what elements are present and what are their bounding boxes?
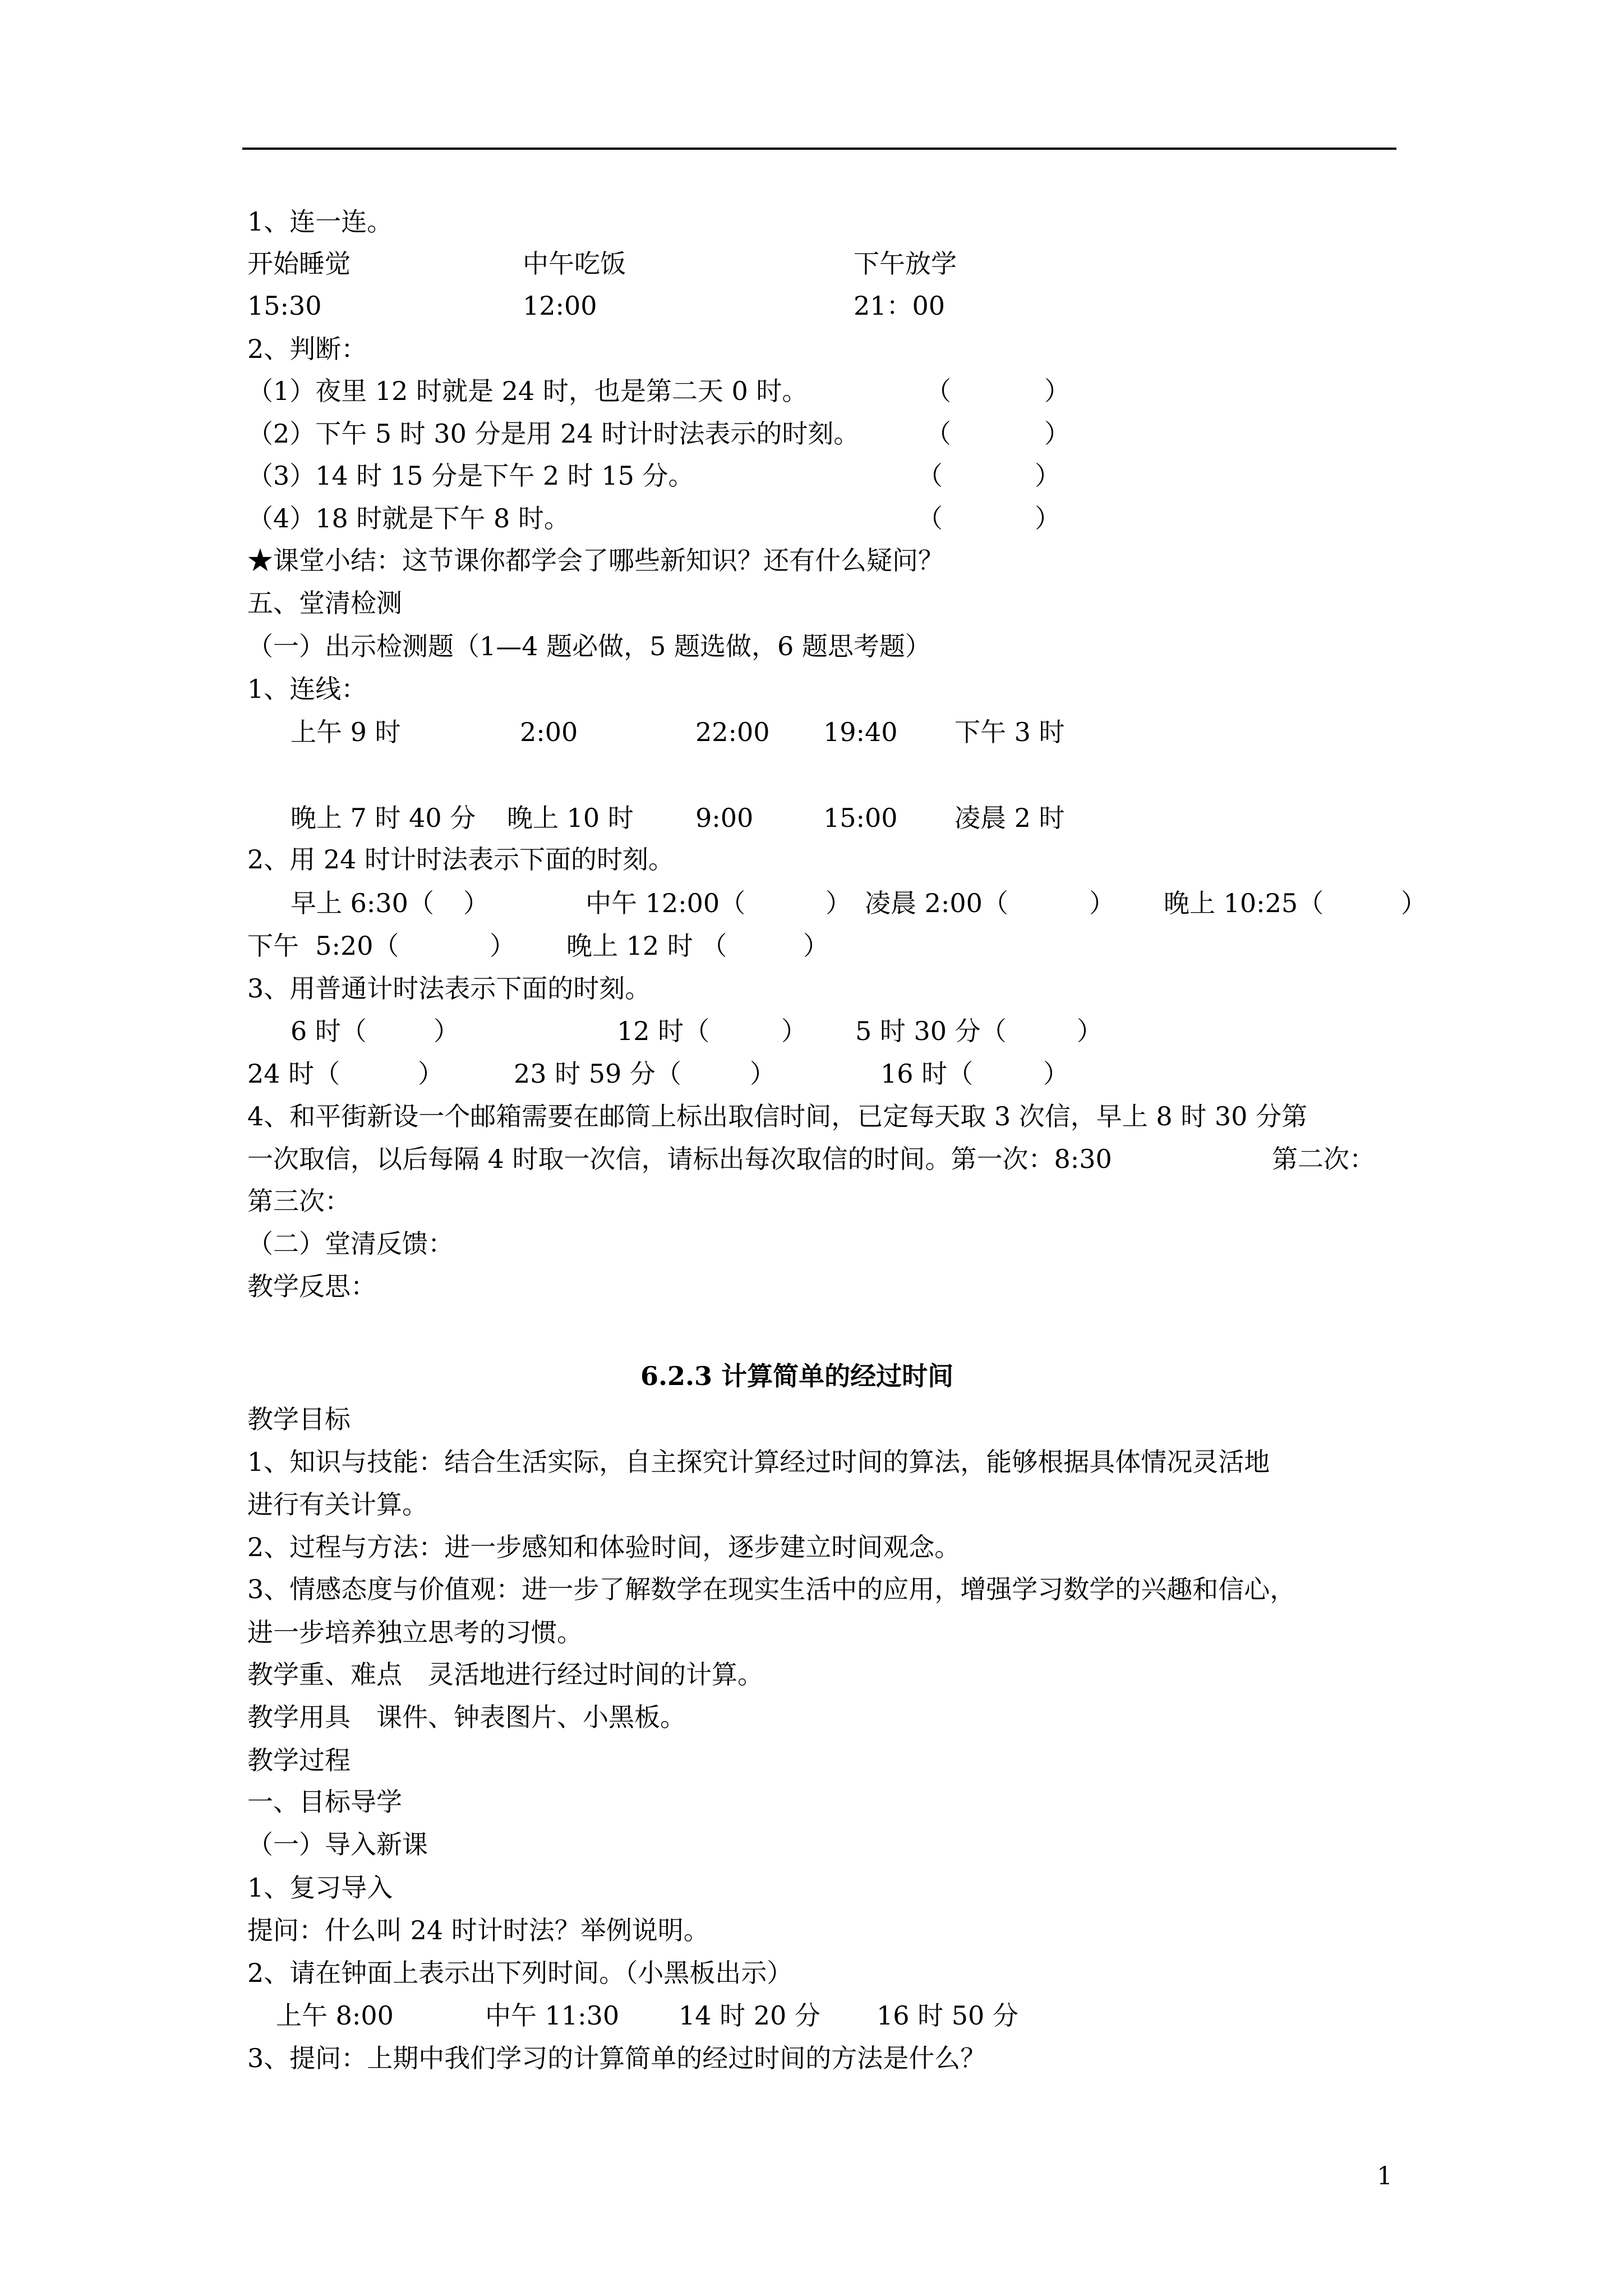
text-line: 12 时（ — [617, 1016, 710, 1046]
text-line: 一、目标导学 — [247, 1787, 402, 1817]
text-line: ） — [1035, 461, 1061, 491]
text-line: 3、用普通计时法表示下面的时刻。 — [247, 973, 651, 1004]
header-rule — [242, 148, 1396, 150]
text-line: 下午放学 — [854, 249, 957, 279]
text-line: 2、请在钟面上表示出下列时间。（小黑板出示） — [247, 1958, 793, 1988]
page-number: 1 — [1377, 2162, 1393, 2191]
text-line: 2、判断： — [247, 334, 367, 364]
text-line: ） — [1043, 1059, 1069, 1089]
text-line: 凌晨 2:00（ — [865, 888, 1008, 918]
text-line: 1、复习导入 — [247, 1872, 393, 1903]
text-line: 凌晨 2 时 — [955, 803, 1065, 833]
text-line: ） — [1401, 888, 1427, 918]
text-line: （ — [917, 503, 943, 533]
text-line: 下午 3 时 — [955, 717, 1065, 747]
text-line: 教学过程 — [247, 1745, 351, 1775]
text-line: 23 时 59 分（ — [514, 1059, 681, 1089]
text-line: 2:00 — [520, 717, 578, 747]
text-line: （3）14 时 15 分是下午 2 时 15 分。 — [247, 461, 694, 491]
text-line: 2、用 24 时计时法表示下面的时刻。 — [247, 844, 675, 875]
text-line: 4、和平街新设一个邮箱需要在邮筒上标出取信时间，已定每天取 3 次信，早上 8 时 30 分第 — [247, 1101, 1308, 1131]
text-line: 24 时（ — [247, 1059, 340, 1089]
text-line: 9:00 — [695, 803, 754, 833]
text-line: ） — [826, 888, 851, 918]
text-line: ） — [1035, 503, 1061, 533]
text-line: ） — [434, 1016, 459, 1046]
text-line: 3、提问：上期中我们学习的计算简单的经过时间的方法是什么？ — [247, 2043, 986, 2073]
text-line: 晚上 10 时 — [507, 803, 634, 833]
text-line: ） — [1089, 888, 1115, 918]
text-line: （ — [925, 418, 951, 449]
text-line: 进一步培养独立思考的习惯。 — [247, 1617, 583, 1648]
text-line: 第三次： — [247, 1186, 351, 1216]
text-line: ★课堂小结：这节课你都学会了哪些新知识？还有什么疑问？ — [247, 545, 944, 576]
section-title: 6.2.3 计算简单的经过时间 — [640, 1361, 954, 1391]
text-line: 16 时（ — [880, 1059, 974, 1089]
text-line: 1、知识与技能：结合生活实际，自主探究计算经过时间的算法，能够根据具体情况灵活地 — [247, 1447, 1270, 1477]
text-line: 1、连线： — [247, 674, 367, 704]
text-line: （2）下午 5 时 30 分是用 24 时计时法表示的时刻。 — [247, 418, 860, 449]
text-line: 一次取信，以后每隔 4 时取一次信，请标出每次取信的时间。第一次：8:30 — [247, 1144, 1112, 1174]
text-line: 22:00 — [695, 717, 770, 747]
text-line: 开始睡觉 — [247, 249, 351, 279]
text-line: 6 时（ — [291, 1016, 367, 1046]
text-line: 上午 9 时 — [291, 717, 401, 747]
text-line: 14 时 20 分 — [679, 2000, 820, 2031]
text-line: （ — [925, 376, 951, 406]
text-line: （ — [917, 461, 943, 491]
text-line: 中午吃饭 — [523, 249, 626, 279]
text-line: 上午 8:00 — [276, 2000, 394, 2031]
text-line: （4）18 时就是下午 8 时。 — [247, 503, 570, 533]
text-line: 提问：什么叫 24 时计时法？举例说明。 — [247, 1915, 709, 1945]
text-line: 五、堂清检测 — [247, 588, 402, 618]
text-line: 1、连一连。 — [247, 206, 393, 237]
text-line: ） — [803, 931, 829, 961]
text-line: ） — [750, 1059, 776, 1089]
text-line: 下午 5:20（ — [247, 931, 399, 961]
text-line: 15:30 — [247, 291, 322, 321]
text-line: 第二次： — [1272, 1144, 1375, 1174]
text-line: （一）导入新课 — [247, 1829, 428, 1860]
text-line: （1）夜里 12 时就是 24 时，也是第二天 0 时。 — [247, 376, 808, 406]
text-line: ） — [463, 888, 489, 918]
text-line: ） — [1077, 1016, 1103, 1046]
text-line: 2、过程与方法：进一步感知和体验时间，逐步建立时间观念。 — [247, 1532, 961, 1562]
text-line: 教学目标 — [247, 1404, 351, 1434]
text-line: 3、情感态度与价值观：进一步了解数学在现实生活中的应用，增强学习数学的兴趣和信心， — [247, 1574, 1296, 1604]
text-line: 晚上 7 时 40 分 — [291, 803, 476, 833]
text-line: ） — [418, 1059, 444, 1089]
text-line: 早上 6:30（ — [291, 888, 434, 918]
text-line: 晚上 10:25（ — [1164, 888, 1324, 918]
text-line: （二）堂清反馈： — [247, 1228, 454, 1259]
text-line: 进行有关计算。 — [247, 1489, 428, 1520]
text-line: 16 时 50 分 — [877, 2000, 1018, 2031]
text-line: （一）出示检测题（1—4 题必做，5 题选做，6 题思考题） — [247, 631, 931, 661]
text-line: 15:00 — [823, 803, 898, 833]
text-line: 教学重、难点 灵活地进行经过时间的计算。 — [247, 1659, 763, 1690]
text-line: 12:00 — [523, 291, 597, 321]
text-line: ） — [1044, 418, 1070, 449]
text-line: 教学反思： — [247, 1271, 376, 1301]
text-line: 中午 12:00（ — [585, 888, 746, 918]
text-line: ） — [1044, 376, 1070, 406]
text-line: 中午 11:30 — [485, 2000, 620, 2031]
text-line: ） — [490, 931, 515, 961]
text-line: 19:40 — [823, 717, 898, 747]
text-line: 教学用具 课件、钟表图片、小黑板。 — [247, 1702, 686, 1732]
text-line: 5 时 30 分（ — [855, 1016, 1007, 1046]
text-line: 21：00 — [854, 291, 946, 321]
text-line: ） — [781, 1016, 807, 1046]
text-line: 晚上 12 时 （ — [566, 931, 727, 961]
